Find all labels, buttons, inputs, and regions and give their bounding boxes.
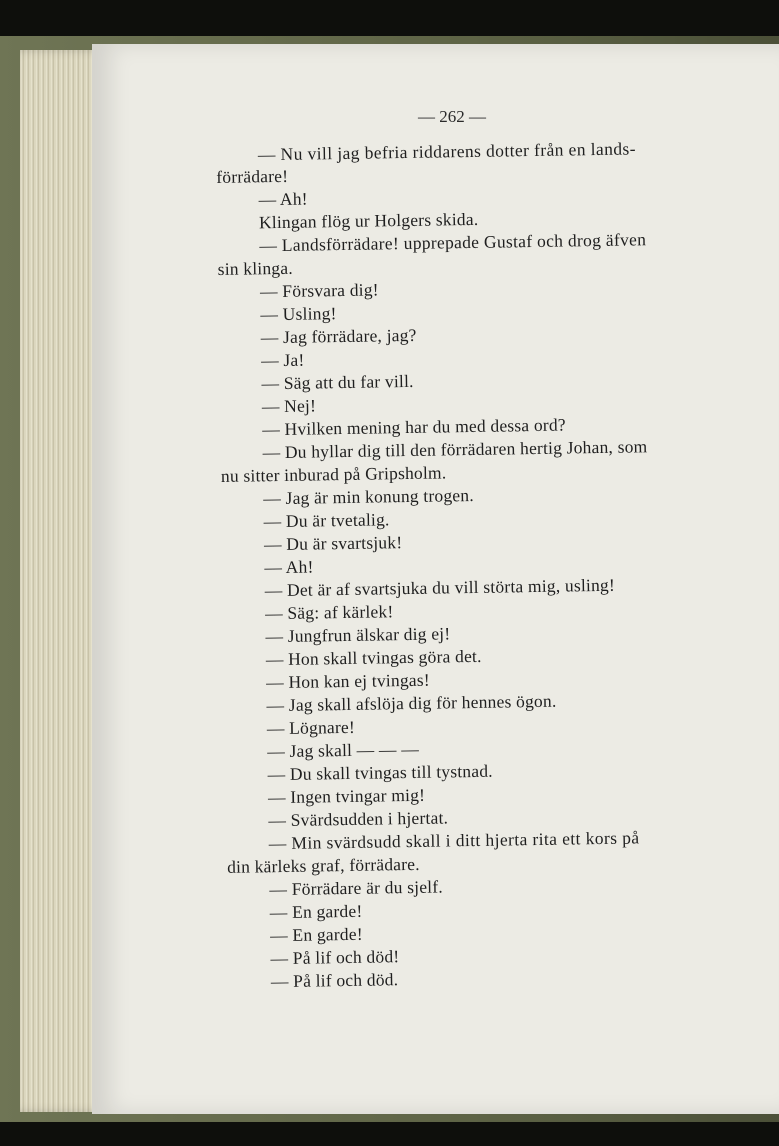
text-line: — Jungfrun älskar dig ej! (265, 623, 451, 647)
text-line: — En garde! (269, 900, 363, 923)
text-line: Klingan flög ur Holgers skida. (258, 208, 479, 233)
text-line: — Ingen tvingar mig! (267, 784, 426, 808)
text-line: — Jag skall afslöja dig för hennes ögon. (266, 690, 557, 716)
text-line: — Usling! (260, 303, 337, 325)
text-line: — Du skall tvingas till tystnad. (267, 760, 493, 785)
text-line: — Du är svartsjuk! (263, 532, 403, 555)
page-number: — 262 — (418, 107, 486, 126)
text-line: — Ah! (264, 556, 314, 578)
text-line: — Jag skall — — — (267, 738, 420, 762)
text-line: förrädare! (216, 165, 289, 187)
text-line: — Hon kan ej tvingas! (266, 669, 430, 693)
text-line: — Min svärdsudd skall i ditt hjerta rita ett kors på (268, 827, 640, 854)
text-line: — Landsförrädare! upprepade Gustaf och drog äfven (259, 229, 647, 256)
text-line: — Nej! (261, 395, 317, 417)
text-line: nu sitter inburad på Gripsholm. (220, 462, 447, 486)
text-line: — Du är tvetalig. (263, 509, 390, 532)
text-line: — På lif och död. (270, 969, 399, 992)
text-line: din kärleks graf, förrädare. (226, 853, 420, 877)
text-line: — Svärdsudden i hjertat. (268, 807, 449, 831)
text-line: — En garde! (270, 923, 363, 946)
text-line: — Ah! (258, 188, 308, 210)
text-line: sin klinga. (217, 257, 293, 279)
text-line: — Du hyllar dig till den förrädaren hertig Johan, som (262, 436, 648, 463)
text-line: — Försvara dig! (259, 279, 379, 302)
text-line: — Det är af svartsjuka du vill störta mig, usling! (264, 574, 616, 601)
text-line: — Jag förrädare, jag? (260, 324, 417, 348)
text-line: — Lögnare! (266, 716, 356, 739)
text-line: — Förrädare är du sjelf. (269, 876, 444, 900)
text-line: — Jag är min konung trogen. (263, 484, 474, 509)
text-line: — Ja! (260, 349, 305, 371)
text-line: — Hvilken mening har du med dessa ord? (262, 414, 566, 440)
text-line: — Nu vill jag befria riddarens dotter från en lands- (257, 138, 637, 165)
text-line: — Säg att du far vill. (261, 370, 414, 394)
text-line: — Hon skall tvingas göra det. (265, 645, 482, 670)
text-line: — Säg: af kärlek! (264, 601, 394, 624)
text-line: — På lif och död! (270, 946, 400, 969)
